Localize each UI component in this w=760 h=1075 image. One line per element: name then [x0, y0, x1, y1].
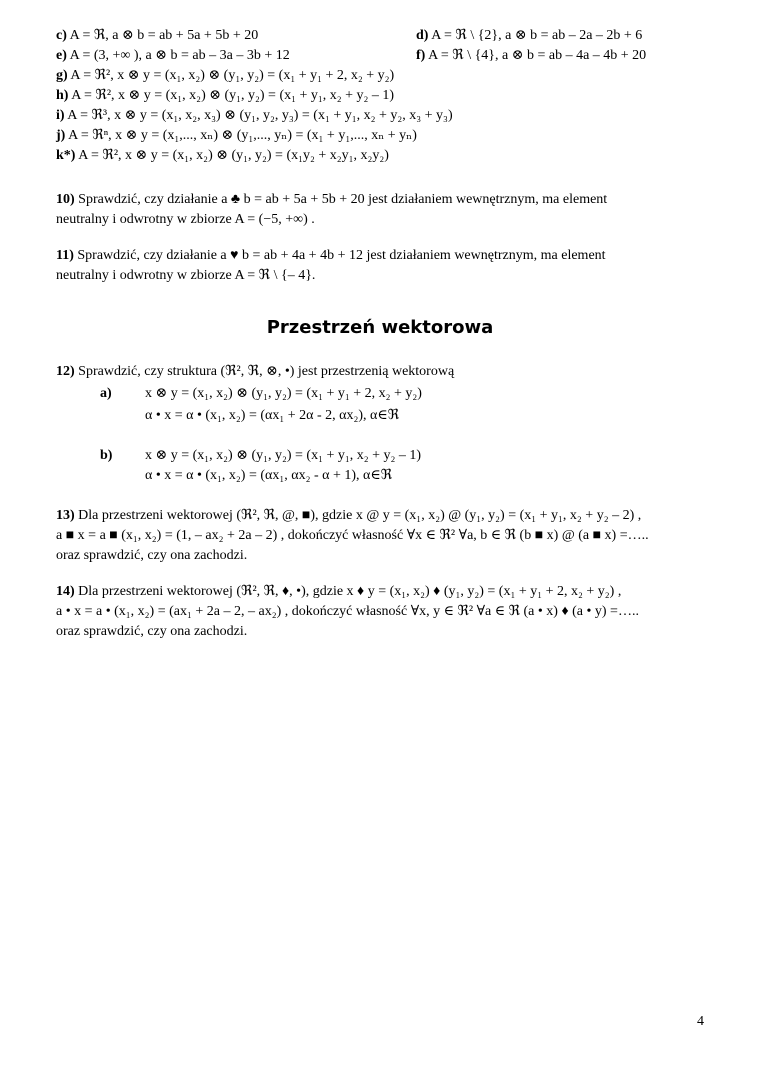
item-label: g) [56, 68, 68, 83]
item-label: i) [56, 108, 65, 123]
item-text: A = ℜ \ {2}, a ⊗ b = ab – 2a – 2b + 6 [431, 28, 643, 43]
task-14-line-1 [56, 582, 621, 602]
task-10-line-2 [56, 210, 315, 230]
item-text: A = ℜ², x ⊗ y = (x₁, x₂) ⊗ (y₁, y₂) = (x₁y₂ + x₂y₁, x₂y₂) [78, 148, 389, 163]
page-number: 4 [697, 1014, 704, 1029]
task-14-line-3: oraz sprawdzić, czy ona zachodzi. [56, 624, 248, 639]
task-text: Sprawdzić, czy struktura (ℜ², ℜ, ⊗, •) jest przestrzenią wektorową [78, 364, 455, 379]
task-12-intro [56, 362, 454, 382]
item-h [56, 86, 394, 106]
item-text: A = ℜ, a ⊗ b = ab + 5a + 5b + 20 [69, 28, 259, 43]
task-label: 12) [56, 364, 75, 379]
task-text: neutralny i odwrotny w zbiorze A = ℜ \ {– 4}. [56, 268, 316, 283]
item-label: h) [56, 88, 69, 103]
task-label: 11) [56, 248, 74, 263]
task-12-b-line-1: x ⊗ y = (x₁, x₂) ⊗ (y₁, y₂) = (x₁ + y₁, x₂ + y₂ – 1) [145, 448, 422, 463]
task-label: 13) [56, 508, 75, 523]
item-k [56, 146, 389, 166]
item-j [56, 126, 417, 146]
item-text: A = ℜ \ {4}, a ⊗ b = ab – 4a – 4b + 20 [428, 48, 647, 63]
task-12-a-line-2: α • x = α • (x₁, x₂) = (αx₁ + 2α - 2, αx₂), α∈ℜ [145, 408, 400, 423]
item-text: A = ℜⁿ, x ⊗ y = (x₁,..., xₙ) ⊗ (y₁,..., yₙ) = (x₁ + y₁,..., xₙ + yₙ) [68, 128, 417, 143]
task-13-line-3: oraz sprawdzić, czy ona zachodzi. [56, 548, 248, 563]
item-g [56, 66, 394, 86]
item-f [416, 46, 646, 66]
task-text: neutralny i odwrotny w zbiorze A = (−5, +∞) . [56, 212, 315, 227]
task-text: Sprawdzić, czy działanie a ♥ b = ab + 4a + 4b + 12 jest działaniem wewnętrznym, ma element [77, 248, 606, 263]
item-d [416, 26, 642, 46]
task-10-line-1 [56, 190, 607, 210]
task-text: Dla przestrzeni wektorowej (ℜ², ℜ, @, ■), gdzie x @ y = (x₁, x₂) @ (y₁, y₂) = (x₁ + y₁, x₂ + y₂ – 2) , [78, 508, 642, 523]
subitem-label: b) [100, 448, 113, 463]
task-label: 10) [56, 192, 75, 207]
section-heading: Przestrzeń wektorowa [266, 317, 494, 338]
task-12-a-line-1: x ⊗ y = (x₁, x₂) ⊗ (y₁, y₂) = (x₁ + y₁ + 2, x₂ + y₂) [145, 386, 422, 401]
task-14-line-2: a • x = a • (x₁, x₂) = (ax₁ + 2a – 2, – ax₂) , dokończyć własność ∀x, y ∈ ℜ² ∀a ∈ ℜ (a • x) ♦ (a • y) =….. [56, 604, 639, 619]
task-13-line-1 [56, 506, 641, 526]
task-label: 14) [56, 584, 75, 599]
task-text: Sprawdzić, czy działanie a ♣ b = ab + 5a + 5b + 20 jest działaniem wewnętrznym, ma element [78, 192, 608, 207]
item-label: j) [56, 128, 66, 143]
item-label: k*) [56, 148, 76, 163]
item-text: A = ℜ², x ⊗ y = (x₁, x₂) ⊗ (y₁, y₂) = (x₁ + y₁, x₂ + y₂ – 1) [71, 88, 395, 103]
task-13-line-2: a ■ x = a ■ (x₁, x₂) = (1, – ax₂ + 2a – 2) , dokończyć własność ∀x ∈ ℜ² ∀a, b ∈ ℜ (b ■ x) @ (a ■ x) =….. [56, 528, 649, 543]
task-11-line-2 [56, 266, 315, 286]
task-11-line-1 [56, 246, 606, 266]
item-c [56, 26, 258, 46]
item-label: f) [416, 48, 426, 63]
item-label: d) [416, 28, 429, 43]
task-text: Dla przestrzeni wektorowej (ℜ², ℜ, ♦, •), gdzie x ♦ y = (x₁, x₂) ♦ (y₁, y₂) = (x₁ + y₁ + 2, x₂ + y₂) , [78, 584, 622, 599]
item-label: e) [56, 48, 67, 63]
item-text: A = ℜ³, x ⊗ y = (x₁, x₂, x₃) ⊗ (y₁, y₂, y₃) = (x₁ + y₁, x₂ + y₂, x₃ + y₃) [67, 108, 453, 123]
task-12-a-label [100, 384, 112, 404]
item-i [56, 106, 453, 126]
task-12-b-label [100, 446, 112, 466]
item-e [56, 46, 290, 66]
item-text: A = (3, +∞ ), a ⊗ b = ab – 3a – 3b + 12 [69, 48, 290, 63]
subitem-label: a) [100, 386, 112, 401]
item-text: A = ℜ², x ⊗ y = (x₁, x₂) ⊗ (y₁, y₂) = (x₁ + y₁ + 2, x₂ + y₂) [70, 68, 395, 83]
item-label: c) [56, 28, 67, 43]
task-12-b-line-2: α • x = α • (x₁, x₂) = (αx₁, αx₂ - α + 1), α∈ℜ [145, 468, 393, 483]
